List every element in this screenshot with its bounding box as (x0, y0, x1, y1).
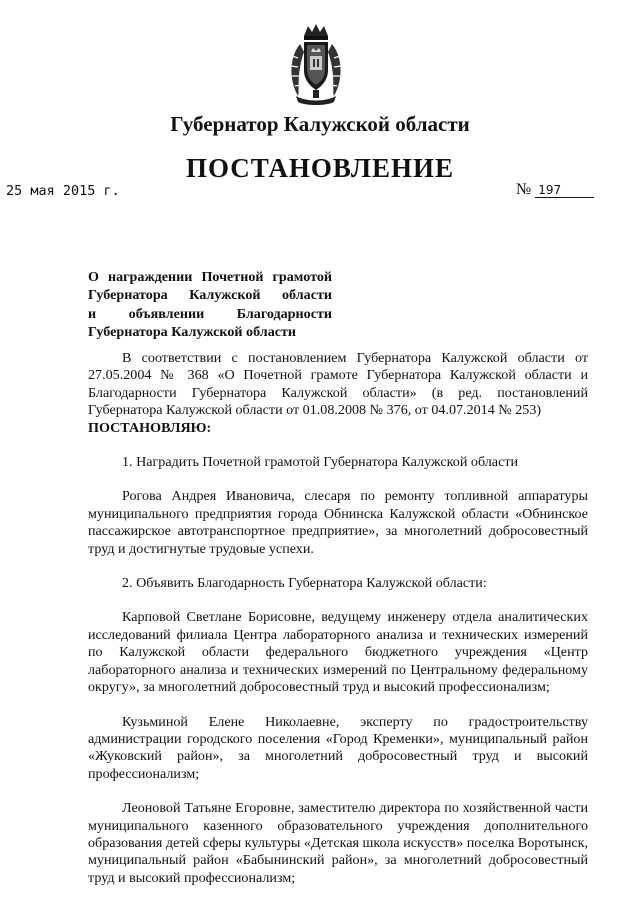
subject-line: О награждении Почетной грамотой (88, 269, 332, 285)
number-label: № (516, 181, 532, 198)
subject-line: Губернатора Калужской области (88, 323, 297, 340)
document-subject (88, 268, 332, 341)
subject-line: и объявлении Благодарности (88, 305, 332, 322)
item-2-heading: 2. Объявить Благодарность Губернатора Калужской области: (122, 575, 487, 592)
item-1-awardee: Рогова Андрея Ивановича, слесаря по ремонту топливной аппаратуры муниципального предприятия города Обнинска Калужской области «Обнинское пассажирское автотранспортное предприятие», за многолетний добросовестный труд и достигнутые трудовые успехи. (88, 488, 588, 557)
issuing-authority: Губернатор Калужской области (170, 112, 470, 136)
subject-line: Губернатора Калужской области (88, 287, 332, 304)
preamble-paragraph: В соответствии с постановлением Губернатора Калужской области от 27.05.2004 № 368 «О Почетной грамоте Губернатора Калужской области и Благодарности Губернатора Калужской области» (в ред. постановлений Губернатора Калужской области от 01.08.2008 № 376, от 04.07.2014 № 253) (88, 350, 588, 419)
document-type-title: ПОСТАНОВЛЕНИЕ (185, 153, 455, 183)
item-2-awardee: Леоновой Татьяне Егоровне, заместителю директора по хозяйственной части муниципального казенного образовательного учреждения дополнительного образования детей сферы культуры «Детская школа искусств» поселка Воротынск, муниципальный район «Бабынинский район», за многолетний добросовестный труд и высокий профессионализм; (88, 800, 588, 886)
document-body (88, 350, 588, 887)
coat-of-arms-emblem (286, 22, 346, 108)
item-2-awardee: Кузьминой Елене Николаевне, эксперту по градостроительству администрации городского поселения «Город Кременки», муниципальный район «Жуковский район», за многолетний добросовестный труд и высокий профессионализм; (88, 713, 588, 782)
item-2-awardee: Карповой Светлане Борисовне, ведущему инженеру отдела аналитических исследований филиала Центра лабораторного анализа и технических измерений по Калужской области федерального бюджетного учреждения «Центр лабораторного анализа и технических измерений по Центральному федеральному округу», за многолетний добросовестный труд и высокий профессионализм; (88, 609, 588, 696)
item-1-heading: 1. Наградить Почетной грамотой Губернатора Калужской области (122, 454, 519, 471)
number-value: 197 (535, 183, 594, 198)
decree-word: ПОСТАНОВЛЯЮ: (88, 419, 212, 436)
document-number (516, 181, 594, 199)
document-date: 25 мая 2015 г. (6, 183, 120, 199)
